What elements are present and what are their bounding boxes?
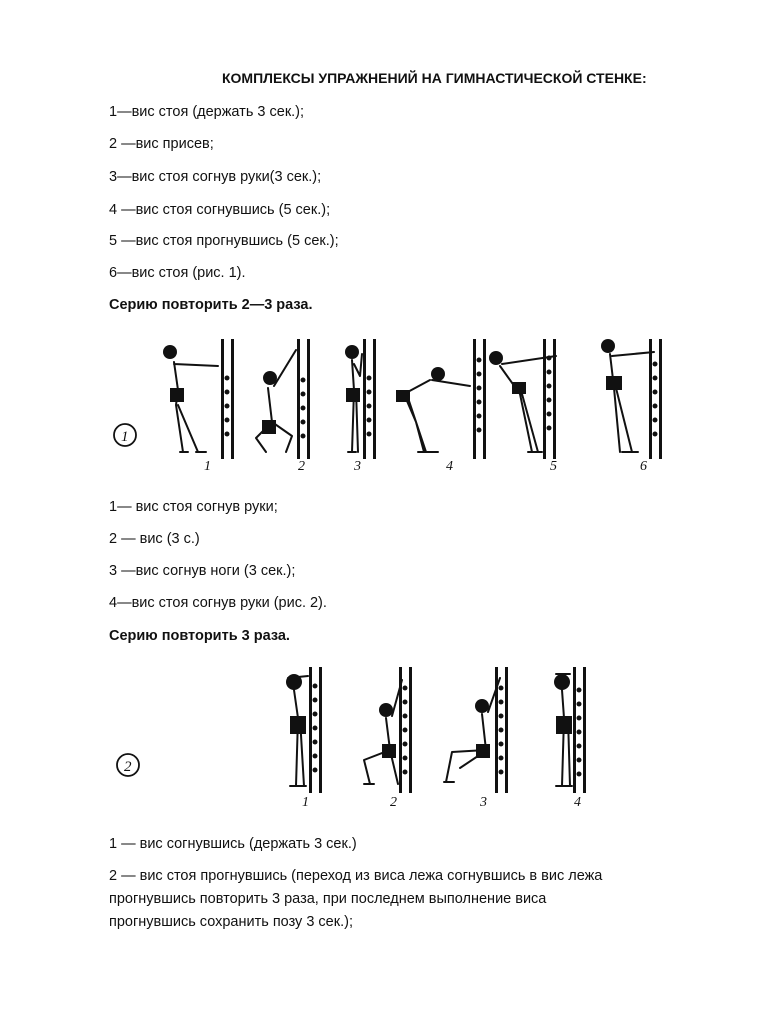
exercise-line: 1— вис стоя согнув руки; [109,499,278,515]
exercise-line: 5 —вис стоя прогнувшись (5 сек.); [109,233,339,249]
exercise-line: 3—вис стоя согнув руки(3 сек.); [109,169,322,185]
pose-6-illustration [601,339,661,458]
repeat-instruction: Серию повторить 2—3 раза. [109,297,313,313]
pose-3-illustration [444,668,507,792]
exercise-line: 2 —вис присев; [109,136,214,152]
figure-1-illustration [108,330,708,482]
pose-label: 3 [354,459,361,474]
pose-label: 4 [446,459,453,474]
pose-2-illustration [364,668,411,792]
pose-label: 3 [480,795,487,810]
figure-number: 1 [121,429,129,445]
exercise-line: 4 —вис стоя согнувшись (5 сек.); [109,202,331,218]
exercise-line: 3 —вис согнув ноги (3 сек.); [109,563,296,579]
pose-label: 4 [574,795,581,810]
pose-4-illustration [554,668,585,792]
pose-label: 5 [550,459,557,474]
figure-number: 2 [124,759,132,775]
pose-label: 1 [302,795,309,810]
pose-label: 2 [298,459,305,474]
exercise-line: прогнувшись сохранить позу 3 сек.); [109,914,353,930]
exercise-line: 1—вис стоя (держать 3 сек.); [109,104,305,120]
exercise-line: 2 — вис (3 с.) [109,531,200,547]
pose-label: 1 [204,459,211,474]
exercise-line: 4—вис стоя согнув руки (рис. 2). [109,595,327,611]
pose-label: 2 [390,795,397,810]
exercise-line: прогнувшись повторить 3 раза, при последнем выполнение виса [109,891,547,907]
pose-1-illustration [163,340,233,458]
pose-4-illustration [396,340,485,458]
pose-5-illustration [489,340,556,458]
pose-1-illustration [286,668,321,792]
pose-3-illustration [345,340,375,458]
figure-2-illustration [108,660,708,820]
pose-2-illustration [256,340,309,458]
exercise-line: 2 — вис стоя прогнувшись (переход из виса лежа согнувшись в вис лежа [109,868,603,884]
pose-label: 6 [640,459,647,474]
page-title: КОМПЛЕКСЫ УПРАЖНЕНИЙ НА ГИМНАСТИЧЕСКОЙ СТЕНКЕ: [222,70,647,86]
exercise-line: 1 — вис согнувшись (держать 3 сек.) [109,836,357,852]
exercise-line: 6—вис стоя (рис. 1). [109,265,246,281]
repeat-instruction: Серию повторить 3 раза. [109,628,290,644]
